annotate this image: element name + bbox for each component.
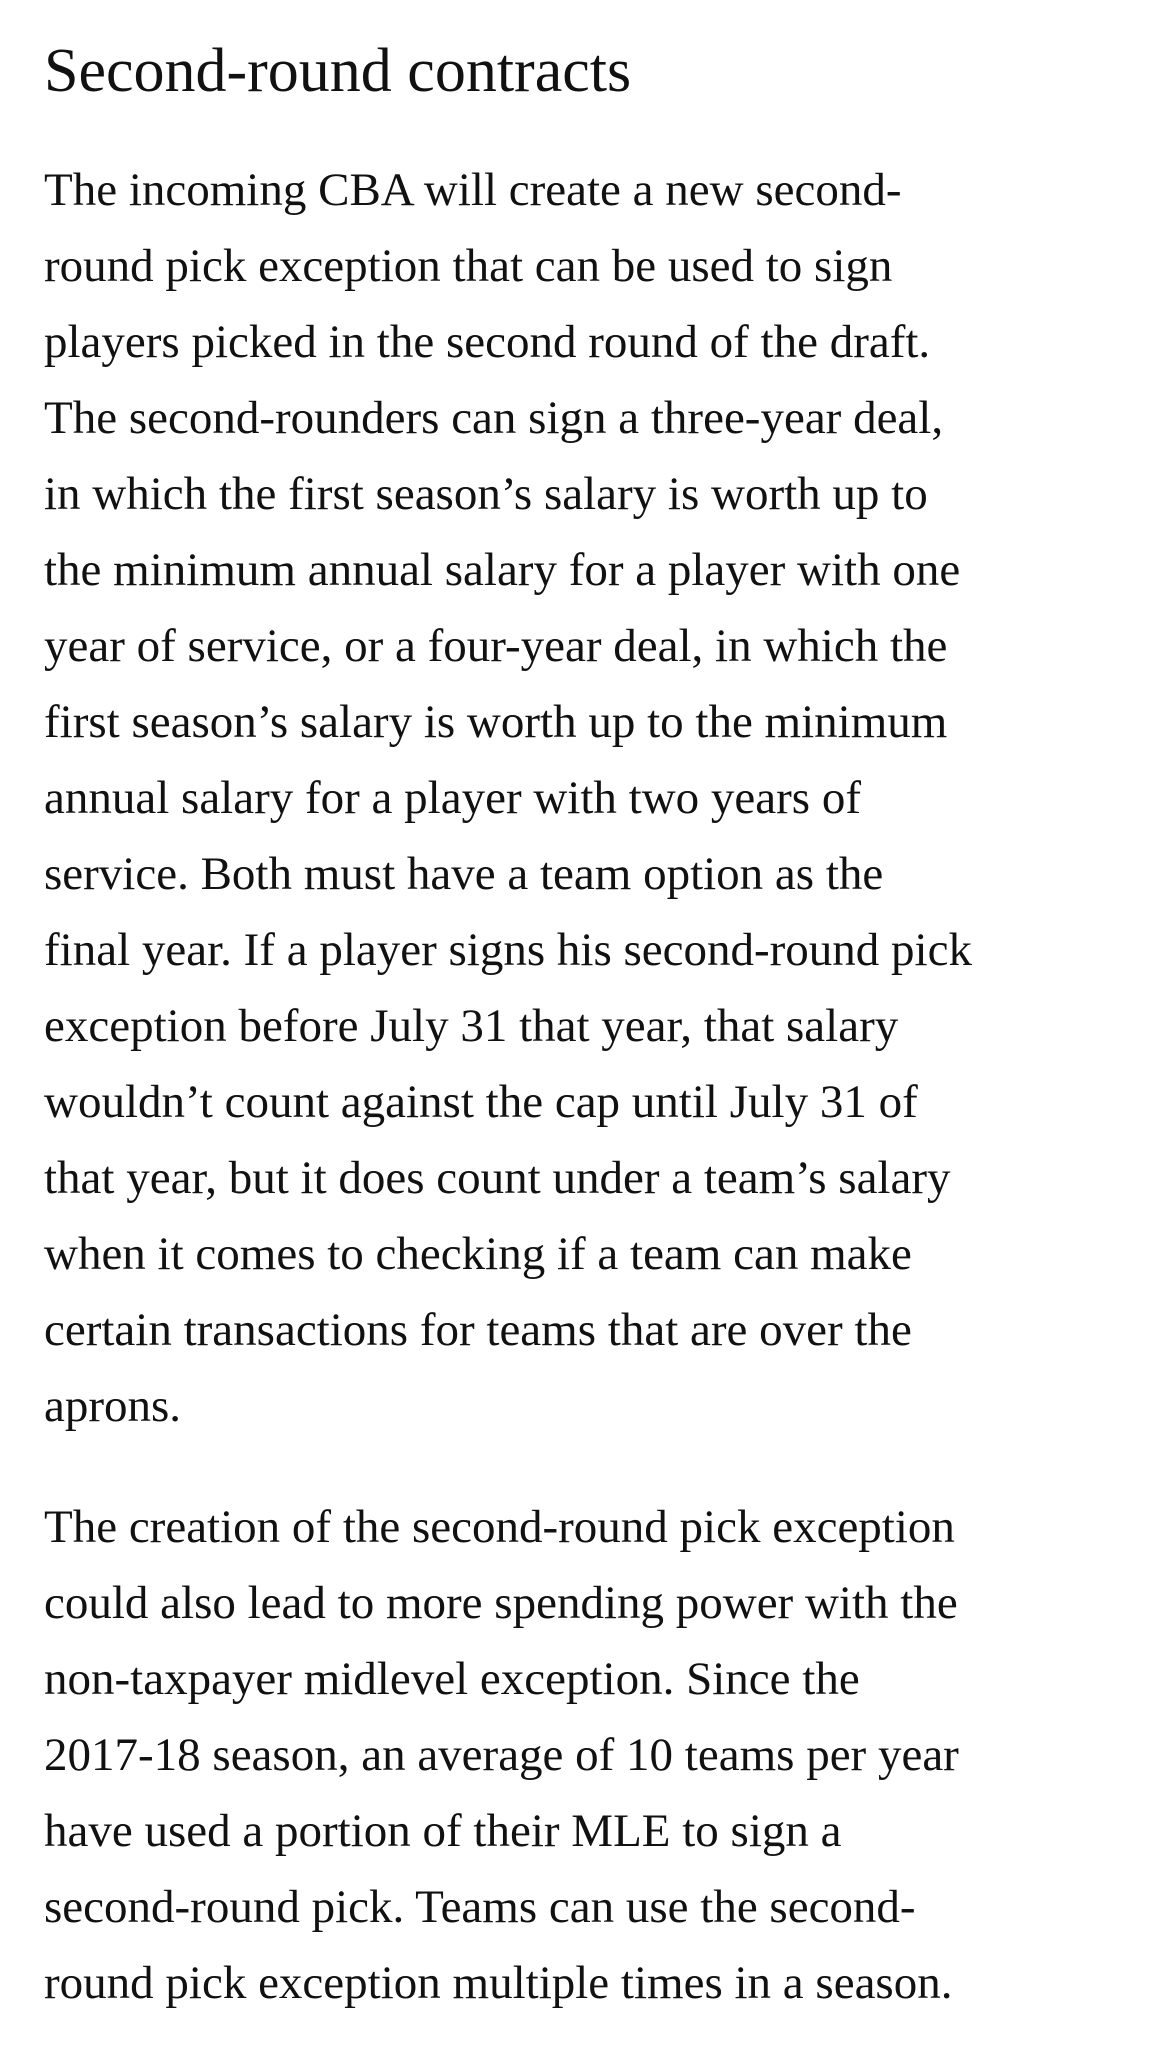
text-line: The creation of the second-round pick exception <box>44 1501 955 1553</box>
text-line: The incoming CBA will create a new second- <box>44 164 902 216</box>
article-body <box>44 30 1124 2021</box>
text-line: 2017-18 season, an average of 10 teams per year <box>44 1729 959 1781</box>
text-line: final year. If a player signs his second-round pick <box>44 924 972 976</box>
text-line: the minimum annual salary for a player with one <box>44 544 961 596</box>
paragraph-midlevel-exception <box>44 1489 1124 2021</box>
paragraph-second-round-exception <box>44 152 1124 1444</box>
text-line: year of service, or a four-year deal, in which the <box>44 620 948 672</box>
text-line: round pick exception multiple times in a season. <box>44 1957 953 2009</box>
text-line: The second-rounders can sign a three-year deal, <box>44 392 944 444</box>
text-line: non-taxpayer midlevel exception. Since the <box>44 1653 860 1705</box>
text-line: when it comes to checking if a team can make <box>44 1228 912 1280</box>
text-line: wouldn’t count against the cap until July 31 of <box>44 1076 918 1128</box>
text-line: that year, but it does count under a team’s salary <box>44 1152 951 1204</box>
text-line: could also lead to more spending power with the <box>44 1577 958 1629</box>
text-line: service. Both must have a team option as the <box>44 848 884 900</box>
text-line: exception before July 31 that year, that salary <box>44 1000 899 1052</box>
text-line: players picked in the second round of the draft. <box>44 316 931 368</box>
text-line: annual salary for a player with two years of <box>44 772 861 824</box>
text-line: second-round pick. Teams can use the second- <box>44 1881 916 1933</box>
text-line: first season’s salary is worth up to the minimum <box>44 696 948 748</box>
text-line: in which the first season’s salary is worth up to <box>44 468 928 520</box>
text-line: aprons. <box>44 1380 182 1432</box>
section-heading: Second-round contracts <box>44 37 632 105</box>
text-line: have used a portion of their MLE to sign a <box>44 1805 842 1857</box>
text-line: round pick exception that can be used to sign <box>44 240 893 292</box>
text-line: certain transactions for teams that are over the <box>44 1304 912 1356</box>
